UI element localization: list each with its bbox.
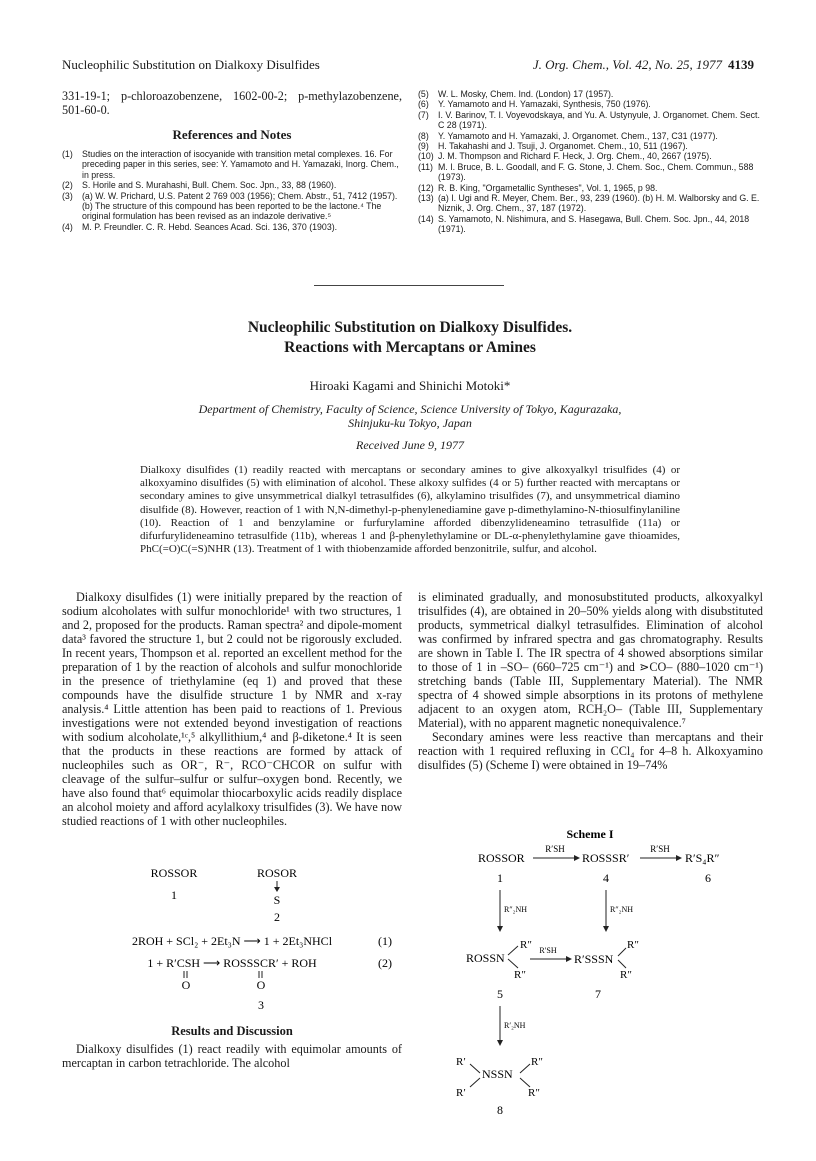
abstract: Dialkoxy disulfides (1) readily reacted with mercaptans or secondary amines to give alkoxyalkyl trisulfides (4) or alkoxyamino disulfides (5) with elimination of alcohol. These alkoxy sulfides (4 or 5) further reacted with mercaptans or secondary amines to give unsymmetrical dialkyl tetrasulfides (6), alkylamino trisulfides (7), and unsymmetrical diamino disulfide (8). However, reaction of 1 with N,N-dimethyl-p-phenylenediamine gave p-dimethylamino-N-thiosulfinylaniline (10). Reaction of 1 and benzylamine or furfurylamine afforded dibenzylideneamino tetrasulfide (11a) or difurfurylideneamino tetrasulfide (11b), whereas 1 and β-phenylethylamine or DL-α-phenylethylamine gave thioamides, PhC(=O)C(=S)NHR (13). Treatment of 1 with thiobenzamide afforded benzonitrile, sulfur, and alcohol. xyxy=(140,464,680,556)
ref-text: Y. Yamamoto and H. Yamazaki, Synthesis, 750 (1976). xyxy=(438,99,651,110)
ref-text: S. Horile and S. Murahashi, Bull. Chem. Soc. Jpn., 33, 88 (1960). xyxy=(82,180,337,191)
article-title xyxy=(60,318,760,358)
reference-item xyxy=(418,214,763,235)
bond-8-dl xyxy=(470,1078,480,1087)
scheme-compound-6: R′S₄R″ xyxy=(685,851,720,865)
ref-text: S. Yamamoto, N. Nishimura, and S. Hasegawa, Bull. Chem. Soc. Jpn., 44, 2018 (1971). xyxy=(438,213,750,235)
bond-8-ul xyxy=(470,1064,480,1073)
vertical-arrow-2-reagent: R″₂NH xyxy=(610,905,634,914)
ref-text: I. V. Barinov, T. I. Voyevodskaya, and Yu. A. Ustynyule, J. Organomet. Chem. Sect. C 28 (1971). xyxy=(438,109,760,131)
scheme-compound-1: ROSSOR xyxy=(478,851,525,865)
reference-item xyxy=(418,89,763,99)
ref-text: (a) W. W. Prichard, U.S. Patent 2 769 003 (1956); Chem. Abstr., 51, 7412 (1957). (b) The structure of this compound has been reported to be the lactone.⁴ The original formulation has been revised as an indazole derivative.⁵ xyxy=(82,190,398,222)
label-5: 5 xyxy=(497,987,503,1001)
results-title: Results and Discussion xyxy=(171,1024,293,1038)
ref-number: (8) xyxy=(418,130,429,141)
ref-text: Y. Yamamoto and H. Yamazaki, J. Organomet. Chem., 137, C31 (1977). xyxy=(438,130,718,141)
authors: Hiroaki Kagami and Shinichi Motoki* xyxy=(309,378,511,393)
ref-number: (9) xyxy=(418,141,429,152)
reference-item xyxy=(418,162,763,183)
oxygen-1: O xyxy=(181,978,191,992)
vertical-arrow-2-head xyxy=(603,926,609,932)
affiliation-line-2: Shinjuku-ku Tokyo, Japan xyxy=(348,416,472,430)
label-8: 8 xyxy=(497,1103,503,1117)
structure-2-label: 2 xyxy=(274,910,280,924)
ref-number: (12) xyxy=(418,182,434,193)
equation-1: 2ROH + SCl₂ + 2Et₃N ⟶ 1 + 2Et₃NHCl xyxy=(131,934,333,948)
oxygen-2: O xyxy=(256,978,266,992)
ref-text: (a) I. Ugi and R. Meyer, Chem. Ber., 93, 239 (1960). (b) H. M. Walborsky and G. E. Niznik, J. Org. Chem., 37, 187 (1972). xyxy=(438,193,760,214)
substituent-8-dl: R′ xyxy=(456,1087,466,1099)
label-7: 7 xyxy=(595,987,601,1001)
reference-item xyxy=(62,180,402,190)
ref-text: M. I. Bruce, B. L. Goodall, and F. G. Stone, J. Chem. Soc., Chem. Commun., 588 (1973). xyxy=(438,161,754,183)
scheme-title: Scheme I xyxy=(566,827,614,841)
title-line-2: Reactions with Mercaptans or Amines xyxy=(284,339,536,356)
vertical-arrow-1-head xyxy=(497,926,503,932)
structure-1-label: 1 xyxy=(171,888,177,902)
substituent-8-ur: R″ xyxy=(531,1056,543,1068)
ref-number: (6) xyxy=(418,99,429,110)
vertical-arrow-3-head xyxy=(497,1040,503,1046)
journal-name: J. Org. Chem., Vol. 42, No. 25, 1977 xyxy=(532,57,722,72)
page-number: 4139 xyxy=(728,57,754,72)
equation-1-number: (1) xyxy=(378,934,392,948)
vertical-arrow-1-reagent: R″₂NH xyxy=(504,905,528,914)
substituent-8-dr: R″ xyxy=(528,1087,540,1099)
title-line-1: Nucleophilic Substitution on Dialkoxy Disulfides. xyxy=(247,319,573,336)
label-4: 4 xyxy=(603,871,609,885)
bond-8-dr xyxy=(520,1078,530,1087)
reference-item xyxy=(418,151,763,161)
structures-equations xyxy=(62,865,402,1025)
previous-article-end xyxy=(62,89,402,232)
affiliation-line-1: Department of Chemistry, Faculty of Science, Science University of Tokyo, Kagurazaka, xyxy=(198,402,622,416)
substituent-7-up: R″ xyxy=(627,939,639,951)
references-list-left xyxy=(62,149,402,232)
substituent-5-down: R″ xyxy=(514,969,526,981)
bond-5-up xyxy=(508,946,518,955)
scheme-1 xyxy=(418,822,763,1132)
intro-paragraph: Dialkoxy disulfides (1) were initially prepared by the reaction of sodium alcoholates with sulfur monochloride¹ with two structures, 1 and 2, proposed for the products. Raman spectra² and dipole-moment data³ favored the structure 1, but 2 could not be rigorously excluded. In recent years, Thompson et al. reported an excellent method for the preparation of 1 by the reaction of alcohols and sulfur monochloride in the presence of triethylamine (eq 1) and proved that these compounds have the disulfide structure 1 by NMR and x-ray analysis.⁴ Little attention has been paid to reactions of 1. Previous investigations were not extended beyond investigation of reactions with sodium alcoholate,¹ᶜ,⁵ alkyllithium,⁴ and β-diketone.⁴ It is seen that the products in these reactions are formed by attack of nucleophiles such as OR⁻, R⁻, RCO⁻CHCOR on sulfur with cleavage of the sulfur–sulfur or sulfur–oxygen bond. Recently, we have also found that⁶ equimolar thiocarboxylic acids readily displace an alcohol moiety and afford acylalkoxy trisulfides (3). We have now studied reactions of 1 with other nucleophiles. xyxy=(62,590,402,828)
arrow-1-head xyxy=(574,855,580,861)
ref-number: (4) xyxy=(62,221,73,232)
left-column xyxy=(62,590,402,828)
received-date: Received June 9, 1977 xyxy=(356,438,464,452)
ref-text: R. B. King, "Orgametallic Syntheses", Vol. 1, 1965, p 98. xyxy=(438,182,658,193)
ref-number: (14) xyxy=(418,213,434,224)
ref-text: J. M. Thompson and Richard F. Heck, J. Org. Chem., 40, 2667 (1975). xyxy=(438,151,712,162)
label-1: 1 xyxy=(497,871,503,885)
ref-number: (10) xyxy=(418,151,434,162)
running-head: Nucleophilic Substitution on Dialkoxy Disulfides xyxy=(62,57,320,72)
scheme-compound-7: R′SSSN xyxy=(574,952,614,966)
bond-7-down xyxy=(618,960,626,968)
right-column xyxy=(418,590,763,772)
equation-2-number: (2) xyxy=(378,956,392,970)
ref-number: (1) xyxy=(62,149,73,159)
reference-item xyxy=(418,193,763,214)
scheme-compound-8: NSSN xyxy=(482,1067,513,1081)
results-paragraph: Dialkoxy disulfides (1) react readily with equimolar amounts of mercaptan in carbon tetrachloride. The alcohol xyxy=(62,1042,402,1070)
label-6: 6 xyxy=(705,871,711,885)
structure-2-sulfur: S xyxy=(273,893,281,907)
structure-2-arrowhead xyxy=(274,887,280,892)
structure-2: ROSOR xyxy=(256,866,298,880)
substituent-7-down: R″ xyxy=(620,969,632,981)
bond-7-up xyxy=(618,948,626,956)
ref-number: (5) xyxy=(418,89,429,99)
reference-item xyxy=(62,222,402,232)
scheme-compound-5: ROSSN xyxy=(466,951,505,965)
bond-8-ur xyxy=(520,1064,530,1073)
ref-number: (3) xyxy=(62,190,73,201)
amines-paragraph: Secondary amines were less reactive than mercaptans and their reaction with 1 required refluxing in CCl₄ for 4–8 h. Alkoxyamino disulfides (5) (Scheme I) were obtained in 19–74% xyxy=(418,730,763,772)
reference-item xyxy=(418,131,763,141)
section-divider xyxy=(314,285,504,286)
ref-number: (7) xyxy=(418,109,429,120)
ref-text: M. P. Freundler. C. R. Hebd. Seances Acad. Sci. 136, 370 (1903). xyxy=(82,221,338,232)
ref-number: (2) xyxy=(62,180,73,191)
ref-text: W. L. Mosky, Chem. Ind. (London) 17 (1957). xyxy=(438,89,614,99)
references-list-right xyxy=(418,89,763,235)
registry-numbers: 331-19-1; p-chloroazobenzene, 1602-00-2; p-methylazobenzene, 501-60-0. xyxy=(62,89,402,117)
reference-item xyxy=(62,191,402,222)
arrow-2-head xyxy=(676,855,682,861)
bond-5-down xyxy=(508,959,518,968)
ref-number: (11) xyxy=(418,161,433,172)
substituent-5-up: R″ xyxy=(520,939,532,951)
results-column xyxy=(62,1042,402,1070)
substituent-8-ul: R′ xyxy=(456,1056,466,1068)
scheme-compound-4: ROSSSR′ xyxy=(582,851,630,865)
equation-2: 1 + R′CSH ⟶ ROSSSCR′ + ROH xyxy=(147,956,317,970)
arrow-3-reagent: R′SH xyxy=(539,946,557,955)
reference-item xyxy=(418,110,763,131)
affiliation xyxy=(60,402,760,430)
vertical-arrow-3-reagent: R′₂NH xyxy=(504,1021,526,1030)
ref-text: Studies on the interaction of isocyanide with transition metal complexes. 16. For preceding paper in this series, see: Y. Yamamoto and H. Yamazaki, Inorg. Chem., in press. xyxy=(82,149,399,180)
reference-item xyxy=(62,149,402,180)
continued-paragraph: is eliminated gradually, and monosubstituted products, alkoxyalkyl trisulfides (4), are obtained in 20–50% yields along with disubstituted products, symmetrical dialkyl tetrasulfides. Elimination of alcohol was confirmed by infrared spectra and gas chromatography. Results are shown in Table I. The IR spectra of 4 showed absorptions similar to those of 1 in –SO– (660–725 cm⁻¹) and ⋗CO– (880–1020 cm⁻¹) stretching bands (Table III, Supplementary Material). The NMR spectra of 4 showed simple absorptions in its protons of methylene adjacent to an oxygen atom, RCH₂O– (Table III, Supplementary Material), with no apparent magnetic nonequivalence.⁷ xyxy=(418,590,763,730)
arrow-3-head xyxy=(566,956,572,962)
reference-item xyxy=(418,183,763,193)
references-title: References and Notes xyxy=(172,127,292,142)
arrow-1-reagent: R′SH xyxy=(545,844,565,854)
journal-citation xyxy=(533,57,754,73)
structure-3-label: 3 xyxy=(258,998,264,1012)
reference-item xyxy=(418,141,763,151)
ref-number: (13) xyxy=(418,193,434,204)
reference-item xyxy=(418,99,763,109)
ref-text: H. Takahashi and J. Tsuji, J. Organomet. Chem., 10, 511 (1967). xyxy=(438,141,688,152)
arrow-2-reagent: R′SH xyxy=(650,844,670,854)
structure-1: ROSSOR xyxy=(150,866,198,880)
